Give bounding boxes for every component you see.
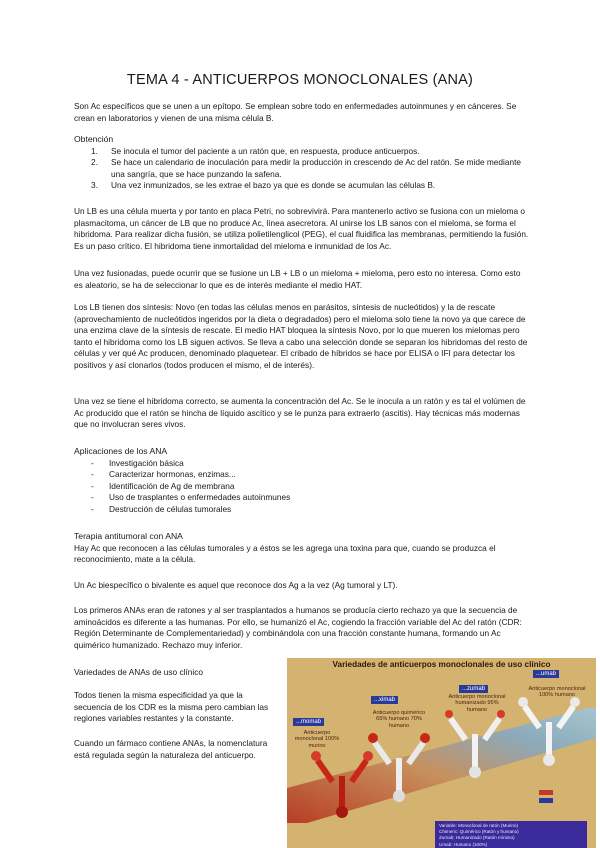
- legend-line: Chimeric: Quimérico (Ratón y humano): [439, 829, 519, 835]
- fusion-paragraph: Una vez fusionadas, puede ocurrir que se fusione un LB + LB o un mieloma + mieloma, pero esto no interesa. Como esto es aleatorio, se ha de seleccionar lo que es de interés mediante el medio HAT.: [74, 268, 521, 290]
- figure-title: Variedades de anticuerpos monoclonales de uso clínico: [332, 660, 551, 669]
- variedades-paragraph-2: Cuando un fármaco contiene ANAs, la nomenclatura está regulada según la naturaleza del anticuerpo.: [74, 738, 268, 760]
- list-item: - Uso de trasplantes o enfermedades autoinmunes: [91, 492, 291, 503]
- label-chimeric: Anticuerpo quimérico 65% humano 70% humano: [372, 710, 426, 729]
- label-human: Anticuerpo monoclonal 100% humano: [528, 686, 586, 699]
- list-item: 2. Se hace un calendario de inoculación para medir la producción in crescendo de Ac del ratón. Se mide mediante una sangría, que se hace punzando la safena.: [91, 157, 522, 179]
- terapia-section: [74, 531, 530, 566]
- tag-zumab: ...zumab: [459, 685, 488, 693]
- legend-swatch-mouse: [539, 790, 553, 795]
- sintesis-paragraph: Los LB tienen dos síntesis: Novo (en todas las células menos en parásitos, síntesis de nucleótidos) y la de rescate (aprovechamiento de nucleótidos ingeridos por la dieta o degradados) pero el mieloma solo tiene la novo ya que carece de una enzima clave de la síntesis de rescate. El medio HAT bloquea la síntesis Novo, por lo que mueren los mielomas pero tanto el hibridoma como los LB siguen activos. Se lleva a cabo una selección donde se separan los hibridomas del resto de células y ver qué Ac producen, denominado plaquetear. El cribado de híbridos se hace por ELISA o IFI para detectar los positivos y así clonarlos (todos producen el mismo, el de interés).: [74, 302, 528, 370]
- tag-umab: ...umab: [533, 670, 559, 678]
- variedades-paragraph-1: Todos tienen la misma especificidad ya que la secuencia de los CDR es la misma pero cambian las regiones variables restantes y la constante.: [74, 690, 269, 724]
- list-item: - Investigación básica: [91, 457, 184, 468]
- legend-swatch-human: [539, 798, 553, 803]
- tag-ximab: ...ximab: [371, 696, 398, 704]
- legend-line: Variable: Monoclonal de ratón (Murino): [439, 823, 519, 828]
- aplicaciones-section: [74, 446, 530, 516]
- biespecifico-paragraph: Un Ac biespecífico o bivalente es aquel que reconoce dos Ag a la vez (Ag tumoral y LT).: [74, 580, 398, 590]
- ascitis-paragraph: Una vez se tiene el hibridoma correcto, se aumenta la concentración del Ac. Se le inocula a un ratón y es tal el volúmen de Ac producido que el ratón se hincha de líquido ascítico y se le punza para extraerlo (ascitis). Hay técnicas más modernas que no involucran seres vivos.: [74, 396, 526, 430]
- figure-legend: [435, 821, 587, 848]
- page-title: TEMA 4 - ANTICUERPOS MONOCLONALES (ANA): [126, 72, 474, 88]
- aplicaciones-heading: Aplicaciones de los ANA: [74, 446, 168, 456]
- tag-momab: ...momab: [293, 718, 324, 726]
- legend-line: Umab: Humano (100%): [439, 841, 488, 847]
- list-item: 1. Se inocula el tumor del paciente a un ratón que, en respuesta, produce anticuerpos.: [91, 145, 420, 156]
- list-item: - Caracterizar hormonas, enzimas...: [91, 469, 236, 480]
- intro-paragraph: Son Ac específicos que se unen a un epítopo. Se emplean sobre todo en enfermedades autoinmunes y en cánceres. Se crean en laboratorios y vienen de una misma célula B.: [74, 101, 517, 123]
- obtencion-steps: [74, 146, 530, 192]
- legend-line: Zumab: Humanizado (Ratón mínimo): [439, 835, 515, 841]
- list-item: - Identificación de Ag de membrana: [91, 480, 235, 491]
- variedades-heading: Variedades de ANAs de uso clínico: [74, 667, 203, 677]
- label-murine: Anticuerpo monoclonal 100% murino: [294, 730, 340, 749]
- label-humanized: Anticuerpo monoclonal humanizado 95% humano: [448, 694, 506, 713]
- terapia-heading: Terapia antitumoral con ANA: [74, 531, 183, 541]
- list-item: 3. Una vez inmunizados, se les extrae el bazo ya que es donde se acumulan las células B.: [91, 180, 436, 191]
- list-item: - Destrucción de células tumorales: [91, 503, 232, 514]
- obtencion-section: [74, 134, 530, 192]
- humanizacion-paragraph: Los primeros ANAs eran de ratones y al ser trasplantados a humanos se producía cierto rechazo ya que la secuencia de aminoácidos es diferente a las humanas. Por ello, se humanizó el Ac, cogiendo la fracción variable del Ac del ratón (CDR: Región Determinante de Complementariedad) y combinándola con una fracción constante humana, formando un Ac quimérico humanizado. Rechazo muy inferior.: [74, 605, 522, 650]
- antibody-varieties-figure: [287, 658, 596, 848]
- terapia-text: Hay Ac que reconocen a las células tumorales y a éstos se les agrega una toxina para que, cuando se produzca el reconocimiento, mate a la célula.: [74, 542, 496, 565]
- hibridoma-paragraph: Un LB es una célula muerta y por tanto en placa Petri, no sobrevivirá. Para mantenerlo activo se fusiona con un mieloma o plasmacitoma, un cáncer de LB que no produce Ac, línea asecretora. Al unirse los LB sanos con el mieloma, se forma el hibridoma. Para realizar dicha fusión, se utiliza polietilenglicol (PEG), el cual fluidifica las membranas, permitiendo la fusión. Es un paso crítico. El hibridoma tiene inmortalidad del mieloma e inmunidad de los Ac.: [74, 206, 529, 251]
- aplicaciones-list: [74, 458, 530, 516]
- obtencion-heading: Obtención: [74, 134, 114, 144]
